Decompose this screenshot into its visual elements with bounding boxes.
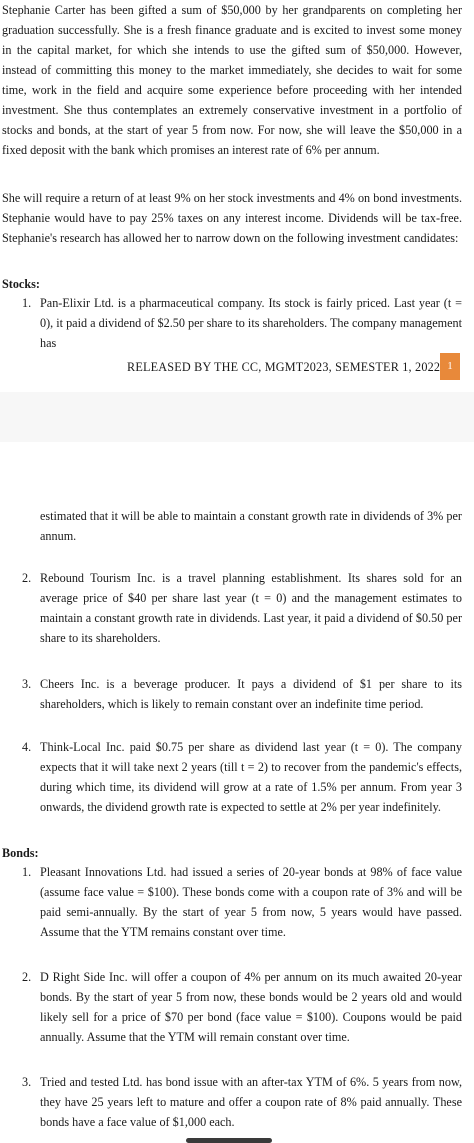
bond-item-3 — [22, 1072, 462, 1132]
stock-item-1-continued — [40, 506, 462, 546]
list-number: 3. — [22, 1075, 32, 1089]
scroll-indicator[interactable] — [186, 1138, 272, 1143]
requirements-paragraph: She will require a return of at least 9% on her stock investments and 4% on bond investments. Stephanie would have to pay 25% taxes on any interest income. Dividends will be tax-free. Stephanie's research has allowed her to narrow down on the following investment candidates: — [2, 191, 462, 245]
bond-item-1 — [22, 862, 462, 942]
stock-item-3 — [22, 674, 462, 714]
list-number: 1. — [22, 865, 32, 879]
page-separator — [0, 392, 474, 442]
page-footer: RELEASED BY THE CC, MGMT2023, SEMESTER 1, 2022 — [127, 360, 441, 374]
list-item-text: Rebound Tourism Inc. is a travel planning establishment. Its shares sold for an average price of $40 per share last year (t = 0) and the management estimates to maintain a constant growth rate in dividends. Last year, it paid a dividend of $0.50 per share to its shareholders. — [40, 571, 462, 645]
bond-item-2 — [22, 967, 462, 1047]
list-item-text: Pleasant Innovations Ltd. had issued a series of 20-year bonds at 98% of face value (assume face value = $100). These bonds come with a coupon rate of 3% and will be paid semi-annually. By the start of year 5 from now, 5 years would have passed. Assume that the YTM remains constant over time. — [40, 865, 462, 939]
list-item-text: D Right Side Inc. will offer a coupon of 4% per annum on its much awaited 20-year bonds. By the start of year 5 from now, these bonds would be 2 years old and would likely sell for a price of $70 per bond (face value = $100). Coupons would be paid annually. Assume that the YTM will remain constant over time. — [40, 970, 462, 1044]
list-item-text: Cheers Inc. is a beverage producer. It pays a dividend of $1 per share to its shareholders, which is likely to remain constant over an indefinite time period. — [40, 677, 462, 711]
list-number: 2. — [22, 970, 32, 984]
stock-item-2 — [22, 568, 462, 648]
stock-item-1 — [22, 293, 462, 353]
list-item-text: estimated that it will be able to maintain a constant growth rate in dividends of 3% per annum. — [40, 509, 462, 543]
list-item-text: Pan-Elixir Ltd. is a pharmaceutical company. Its stock is fairly priced. Last year (t = 0), it paid a dividend of $2.50 per share to its shareholders. The company management has — [40, 296, 462, 350]
intro-paragraph: Stephanie Carter has been gifted a sum of $50,000 by her grandparents on completing her graduation successfully. She is a fresh finance graduate and is excited to invest some money in the capital market, for which she intends to use the gifted sum of $50,000. However, instead of committing this money to the market immediately, she decides to wait for some time, work in the field and acquire some experience before proceeding with her intended investment. She thus contemplates an extremely conservative investment in a portfolio of stocks and bonds, at the start of year 5 from now. For now, she will leave the $50,000 in a fixed deposit with the bank which promises an interest rate of 6% per annum. — [2, 3, 462, 157]
list-number: 4. — [22, 740, 32, 754]
list-item-text: Think-Local Inc. paid $0.75 per share as dividend last year (t = 0). The company expects that it will take next 2 years (till t = 2) to recover from the pandemic's effects, during which time, its dividend will grow at a rate of 1.5% per annum. From year 3 onwards, the dividend growth rate is expected to settle at 2% per year indefinitely. — [40, 740, 462, 814]
list-number: 3. — [22, 677, 32, 691]
list-item-text: Tried and tested Ltd. has bond issue with an after-tax YTM of 6%. 5 years from now, they have 25 years left to mature and offer a coupon rate of 8% paid annually. These bonds have a face value of $1,000 each. — [40, 1075, 462, 1129]
list-number: 1. — [22, 296, 32, 310]
stock-item-4 — [22, 737, 462, 817]
stocks-heading: Stocks: — [2, 277, 40, 291]
page-number-badge: 1 — [440, 353, 460, 380]
list-number: 2. — [22, 571, 32, 585]
bonds-heading: Bonds: — [2, 846, 39, 860]
